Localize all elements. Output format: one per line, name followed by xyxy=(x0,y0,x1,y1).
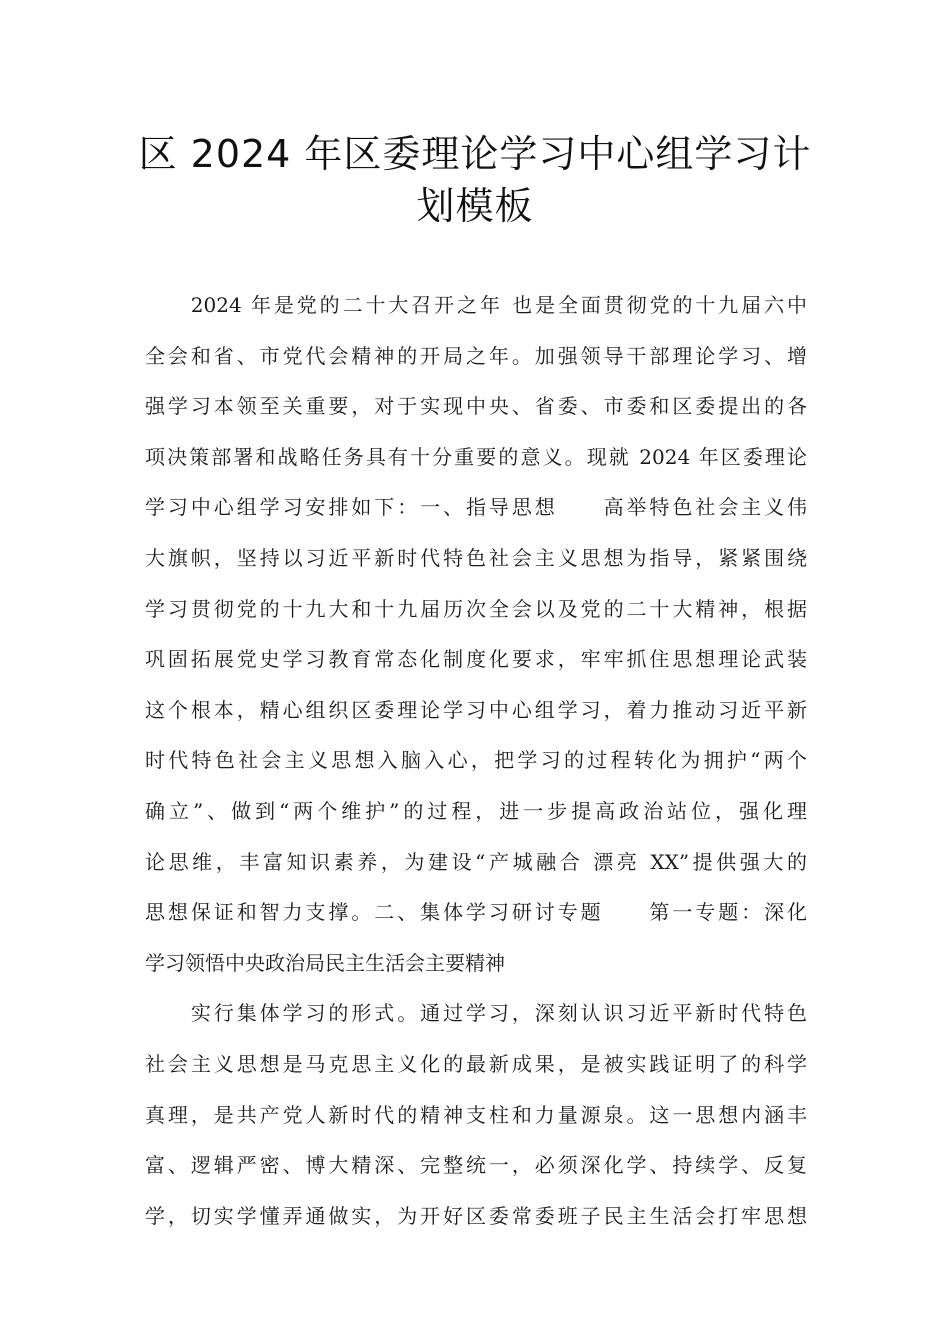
document-title xyxy=(120,128,830,232)
text-line: 实行集体学习的形式。通过学习，深刻认识习近平新时代特色 xyxy=(145,1001,807,1026)
text-line: 学习贯彻党的十九大和十九届历次全会以及党的二十大精神，根据 xyxy=(145,596,807,621)
text-line: 这个根本，精心组织区委理论学习中心组学习，着力推动习近平新 xyxy=(145,697,807,722)
text-line: 2024 年是党的二十大召开之年 也是全面贯彻党的十九届六中 xyxy=(145,293,807,317)
text-line: 强学习本领至关重要，对于实现中央、省委、市委和区委提出的各 xyxy=(145,394,807,419)
text-line: 确立”、做到“两个维护”的过程，进一步提高政治站位，强化理 xyxy=(145,798,807,823)
text-line: 思想保证和智力支撑。二、集体学习研讨专题 第一专题：深化 xyxy=(145,900,807,925)
text-line: 学习领悟中央政治局民主生活会主要精神 xyxy=(145,950,505,975)
paragraph-1 xyxy=(145,280,807,988)
document-body xyxy=(145,280,807,1241)
paragraph-2 xyxy=(145,988,807,1241)
title-line-1: 区 2024 年区委理论学习中心组学习计 xyxy=(138,132,812,176)
text-line: 大旗帜，坚持以习近平新时代特色社会主义思想为指导，紧紧围绕 xyxy=(145,545,807,570)
title-line-2: 划模板 xyxy=(416,184,534,228)
text-line: 真理，是共产党人新时代的精神支柱和力量源泉。这一思想内涵丰 xyxy=(145,1102,807,1127)
text-line: 论思维，丰富知识素养，为建设“产城融合 漂亮 XX”提供强大的 xyxy=(145,849,807,874)
text-line: 学习中心组学习安排如下：一、指导思想 高举特色社会主义伟 xyxy=(145,495,807,520)
text-line: 社会主义思想是马克思主义化的最新成果，是被实践证明了的科学 xyxy=(145,1051,807,1076)
text-line: 巩固拓展党史学习教育常态化制度化要求，牢牢抓住思想理论武装 xyxy=(145,647,807,672)
text-line: 学，切实学懂弄通做实，为开好区委常委班子民主生活会打牢思想 xyxy=(145,1203,807,1228)
text-line: 全会和省、市党代会精神的开局之年。加强领导干部理论学习、增 xyxy=(145,343,807,368)
text-line: 项决策部署和战略任务具有十分重要的意义。现就 2024 年区委理论 xyxy=(145,444,807,469)
text-line: 富、逻辑严密、博大精深、完整统一，必须深化学、持续学、反复 xyxy=(145,1153,807,1178)
text-line: 时代特色社会主义思想入脑入心，把学习的过程转化为拥护“两个 xyxy=(145,748,807,773)
